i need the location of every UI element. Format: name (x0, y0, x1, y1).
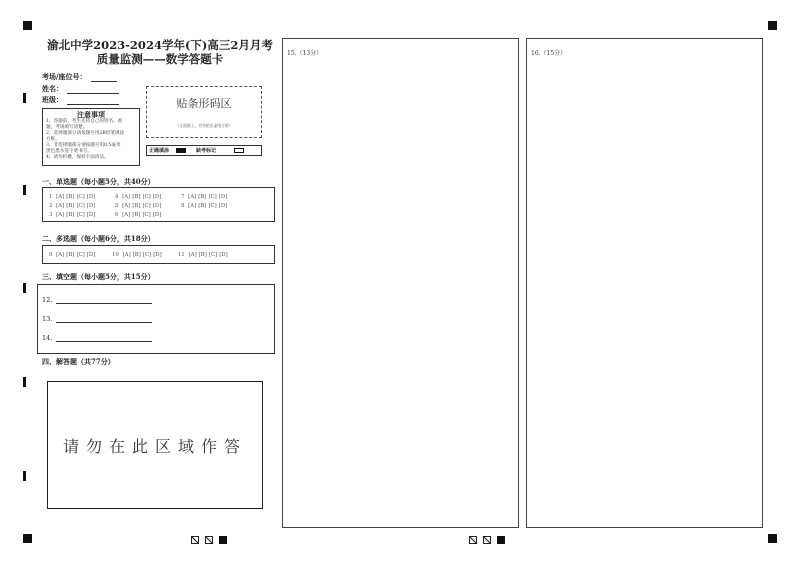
notice-title: 注意事项 (77, 110, 105, 119)
option-c[interactable]: [C] (142, 203, 151, 209)
corner-mark-tr (768, 21, 777, 30)
option-c[interactable]: [C] (76, 212, 85, 218)
option-d[interactable]: [D] (153, 252, 162, 258)
blank-number: 14. (42, 334, 53, 342)
absent-mark-box[interactable] (234, 148, 244, 153)
option-b[interactable]: [B] (198, 194, 207, 200)
corner-mark-tl (23, 21, 32, 30)
fill-blank-row[interactable] (42, 296, 152, 304)
side-mark (23, 471, 26, 481)
option-a[interactable]: [A] (56, 194, 65, 200)
answer-panel-15[interactable] (282, 38, 519, 528)
fill-blank-box (37, 284, 275, 354)
seat-field-label: 考场/座位号： (42, 72, 87, 81)
option-c[interactable]: [C] (208, 194, 217, 200)
option-a[interactable]: [A] (188, 252, 197, 258)
answer-panel-16[interactable] (526, 38, 763, 528)
choice-row (178, 252, 230, 258)
option-d[interactable]: [D] (219, 252, 228, 258)
barcode-title: 贴条形码区 (176, 97, 232, 110)
option-d[interactable]: [D] (152, 212, 162, 218)
notice-line: 黑色墨水签字笔书写。 (46, 149, 92, 154)
side-mark (23, 93, 26, 103)
fill-example (146, 145, 262, 156)
choice-row (49, 203, 97, 209)
page-mark-x (469, 536, 477, 544)
option-a[interactable]: [A] (122, 252, 131, 258)
q-number: 7 (181, 194, 185, 200)
section-fill-blank-title: 三、填空题（每小题5分，共15分） (42, 272, 155, 281)
option-a[interactable]: [A] (188, 203, 197, 209)
option-d[interactable]: [D] (86, 203, 96, 209)
notice-line: 3、非选择题部分请按题号用0.5毫米 (46, 143, 121, 148)
choice-row (112, 252, 164, 258)
blank-answer-line[interactable] (56, 315, 152, 323)
barcode-note: （正面朝上，切勿贴出虚线方框） (175, 123, 233, 128)
choice-row (181, 194, 229, 200)
no-answer-zone: 请勿在此区域作答 (47, 381, 263, 509)
blank-answer-line[interactable] (56, 334, 152, 342)
option-b[interactable]: [B] (66, 212, 75, 218)
notice-line: 2、选择题部分请按题号用2B铅笔填涂 (46, 131, 125, 136)
section-multi-choice-title: 二、多选题（每小题6分，共18分） (42, 234, 155, 243)
fill-blank-row[interactable] (42, 315, 152, 323)
blank-number: 12. (42, 296, 53, 304)
choice-row (115, 203, 163, 209)
option-b[interactable]: [B] (132, 212, 141, 218)
option-a[interactable]: [A] (56, 252, 65, 258)
class-field[interactable] (42, 95, 119, 105)
class-field-label: 班级： (42, 95, 63, 104)
option-a[interactable]: [A] (56, 212, 65, 218)
title-line-2: 质量监测——数学答题卡 (96, 52, 224, 66)
option-b[interactable]: [B] (198, 203, 207, 209)
option-d[interactable]: [D] (152, 194, 162, 200)
choice-row (49, 212, 97, 218)
corner-mark-bl (23, 534, 32, 543)
page-mark-x (191, 536, 199, 544)
option-c[interactable]: [C] (208, 252, 218, 258)
option-a[interactable]: [A] (56, 203, 65, 209)
panel-15-label: 15.（13分） (287, 50, 323, 57)
option-d[interactable]: [D] (218, 203, 228, 209)
option-c[interactable]: [C] (208, 203, 217, 209)
page-mark-x (483, 536, 491, 544)
q-number: 8 (181, 203, 185, 209)
option-c[interactable]: [C] (142, 194, 151, 200)
q-number: 6 (115, 212, 119, 218)
page-mark-x (205, 536, 213, 544)
option-d[interactable]: [D] (152, 203, 162, 209)
option-c[interactable]: [C] (76, 194, 85, 200)
option-a[interactable]: [A] (122, 203, 131, 209)
correct-fill-label: 正确填涂 (149, 148, 170, 154)
choice-row (181, 203, 229, 209)
correct-fill-swatch (176, 148, 186, 153)
side-mark (23, 377, 26, 387)
choice-row (49, 194, 97, 200)
name-field[interactable] (42, 84, 119, 94)
option-b[interactable]: [B] (66, 252, 75, 258)
option-a[interactable]: [A] (188, 194, 197, 200)
q-number: 11 (178, 252, 185, 258)
notice-line: 4、请勿折叠，保持卡面清洁。 (46, 155, 109, 160)
choice-row (115, 212, 163, 218)
option-b[interactable]: [B] (132, 203, 141, 209)
side-mark (23, 283, 26, 293)
section-single-choice-title: 一、单选题（每小题5分，共40分） (42, 177, 155, 186)
option-c[interactable]: [C] (76, 252, 85, 258)
seat-field[interactable] (42, 72, 117, 82)
option-c[interactable]: [C] (142, 252, 152, 258)
side-mark (23, 185, 26, 195)
fill-blank-row[interactable] (42, 334, 152, 342)
notice-line: 题，考场填写清楚。 (46, 125, 88, 130)
option-b[interactable]: [B] (198, 252, 207, 258)
barcode-area (146, 86, 262, 138)
option-b[interactable]: [B] (132, 252, 141, 258)
choice-row (49, 252, 97, 258)
option-a[interactable]: [A] (122, 212, 131, 218)
blank-answer-line[interactable] (56, 296, 152, 304)
notice-box (42, 108, 140, 166)
page-mark-filled (497, 536, 505, 544)
absent-mark-label: 缺考标记 (196, 148, 217, 154)
q-number: 3 (49, 212, 53, 218)
title-line-1: 渝北中学2023-2024学年(下)高三2月月考 (47, 38, 273, 52)
multi-choice-box (42, 245, 275, 264)
option-c[interactable]: [C] (76, 203, 85, 209)
option-b[interactable]: [B] (66, 203, 75, 209)
corner-mark-br (768, 534, 777, 543)
class-input-line[interactable] (67, 96, 119, 105)
option-c[interactable]: [C] (142, 212, 151, 218)
blank-number: 13. (42, 315, 53, 323)
seat-input-line[interactable] (91, 73, 117, 82)
option-d[interactable]: [D] (86, 212, 96, 218)
option-d[interactable]: [D] (86, 194, 96, 200)
name-field-label: 姓名： (42, 84, 63, 93)
q-number: 10 (112, 252, 119, 258)
option-b[interactable]: [B] (66, 194, 75, 200)
single-choice-box (42, 187, 275, 222)
option-a[interactable]: [A] (122, 194, 131, 200)
option-b[interactable]: [B] (132, 194, 141, 200)
page-mark-filled (219, 536, 227, 544)
q-number: 2 (49, 203, 53, 209)
section-answer-title: 四、解答题（共77分） (42, 357, 115, 366)
q-number: 1 (49, 194, 53, 200)
page-title (40, 38, 280, 66)
option-d[interactable]: [D] (218, 194, 228, 200)
notice-line: 方框。 (46, 137, 60, 142)
option-d[interactable]: [D] (86, 252, 96, 258)
notice-line: 1、答题前，考生先将自己的姓名、准 (46, 119, 123, 124)
q-number: 5 (115, 203, 119, 209)
name-input-line[interactable] (67, 85, 119, 94)
panel-16-label: 16.（15分） (531, 50, 567, 57)
choice-row (115, 194, 163, 200)
q-number: 4 (115, 194, 119, 200)
q-number: 9 (49, 252, 53, 258)
